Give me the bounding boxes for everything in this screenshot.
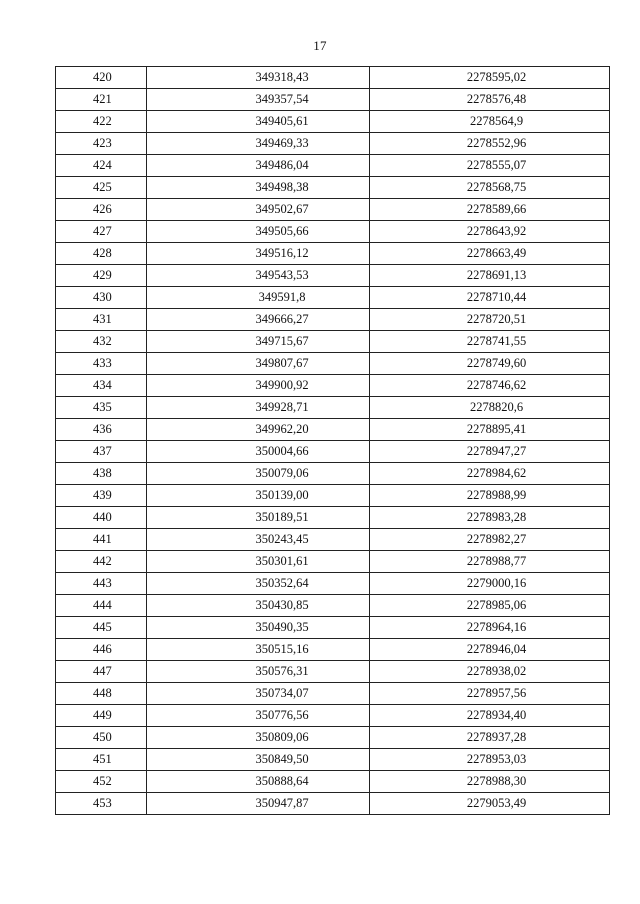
point-number-cell: 427 [56, 221, 147, 243]
y-coordinate-cell: 2278820,6 [370, 397, 610, 419]
table-row [56, 221, 610, 243]
point-number-cell: 431 [56, 309, 147, 331]
y-coordinate-cell: 2278691,13 [370, 265, 610, 287]
point-number-cell: 451 [56, 749, 147, 771]
point-number-cell: 424 [56, 155, 147, 177]
y-coordinate-cell: 2278895,41 [370, 419, 610, 441]
table-row [56, 771, 610, 793]
table-row [56, 111, 610, 133]
point-number-cell: 421 [56, 89, 147, 111]
y-coordinate-cell: 2278988,99 [370, 485, 610, 507]
table-row [56, 617, 610, 639]
x-coordinate-cell: 350776,56 [147, 705, 370, 727]
x-coordinate-cell: 349543,53 [147, 265, 370, 287]
y-coordinate-cell: 2278741,55 [370, 331, 610, 353]
point-number-cell: 443 [56, 573, 147, 595]
x-coordinate-cell: 349486,04 [147, 155, 370, 177]
point-number-cell: 442 [56, 551, 147, 573]
table-row [56, 133, 610, 155]
point-number-cell: 432 [56, 331, 147, 353]
y-coordinate-cell: 2279053,49 [370, 793, 610, 815]
table-row [56, 397, 610, 419]
table-row [56, 507, 610, 529]
y-coordinate-cell: 2278555,07 [370, 155, 610, 177]
x-coordinate-cell: 350430,85 [147, 595, 370, 617]
point-number-cell: 435 [56, 397, 147, 419]
table-row [56, 793, 610, 815]
point-number-cell: 437 [56, 441, 147, 463]
table-row [56, 485, 610, 507]
y-coordinate-cell: 2278749,60 [370, 353, 610, 375]
x-coordinate-cell: 350352,64 [147, 573, 370, 595]
y-coordinate-cell: 2279000,16 [370, 573, 610, 595]
x-coordinate-cell: 350189,51 [147, 507, 370, 529]
y-coordinate-cell: 2278946,04 [370, 639, 610, 661]
y-coordinate-cell: 2278663,49 [370, 243, 610, 265]
table-row [56, 89, 610, 111]
y-coordinate-cell: 2278984,62 [370, 463, 610, 485]
x-coordinate-cell: 350576,31 [147, 661, 370, 683]
table-row [56, 749, 610, 771]
point-number-cell: 434 [56, 375, 147, 397]
y-coordinate-cell: 2278982,27 [370, 529, 610, 551]
y-coordinate-cell: 2278720,51 [370, 309, 610, 331]
x-coordinate-cell: 350301,61 [147, 551, 370, 573]
x-coordinate-cell: 349405,61 [147, 111, 370, 133]
x-coordinate-cell: 350888,64 [147, 771, 370, 793]
x-coordinate-cell: 349516,12 [147, 243, 370, 265]
point-number-cell: 425 [56, 177, 147, 199]
y-coordinate-cell: 2278985,06 [370, 595, 610, 617]
point-number-cell: 420 [56, 67, 147, 89]
y-coordinate-cell: 2278564,9 [370, 111, 610, 133]
table-row [56, 661, 610, 683]
table-row [56, 155, 610, 177]
table-row [56, 287, 610, 309]
x-coordinate-cell: 350243,45 [147, 529, 370, 551]
table-row [56, 639, 610, 661]
y-coordinate-cell: 2278934,40 [370, 705, 610, 727]
point-number-cell: 447 [56, 661, 147, 683]
x-coordinate-cell: 349505,66 [147, 221, 370, 243]
point-number-cell: 446 [56, 639, 147, 661]
point-number-cell: 429 [56, 265, 147, 287]
table-row [56, 309, 610, 331]
table-row [56, 353, 610, 375]
table-row [56, 727, 610, 749]
x-coordinate-cell: 350849,50 [147, 749, 370, 771]
x-coordinate-cell: 349469,33 [147, 133, 370, 155]
x-coordinate-cell: 350809,06 [147, 727, 370, 749]
point-number-cell: 448 [56, 683, 147, 705]
table-row [56, 265, 610, 287]
y-coordinate-cell: 2278947,27 [370, 441, 610, 463]
point-number-cell: 428 [56, 243, 147, 265]
page-number: 17 [313, 38, 327, 53]
y-coordinate-cell: 2278746,62 [370, 375, 610, 397]
x-coordinate-cell: 349498,38 [147, 177, 370, 199]
table-row [56, 67, 610, 89]
y-coordinate-cell: 2278938,02 [370, 661, 610, 683]
table-row [56, 199, 610, 221]
point-number-cell: 441 [56, 529, 147, 551]
table-row [56, 331, 610, 353]
x-coordinate-cell: 349357,54 [147, 89, 370, 111]
x-coordinate-cell: 350079,06 [147, 463, 370, 485]
point-number-cell: 452 [56, 771, 147, 793]
table-row [56, 529, 610, 551]
x-coordinate-cell: 349318,43 [147, 67, 370, 89]
table-row [56, 705, 610, 727]
table-row [56, 463, 610, 485]
point-number-cell: 438 [56, 463, 147, 485]
x-coordinate-cell: 350004,66 [147, 441, 370, 463]
table-row [56, 375, 610, 397]
y-coordinate-cell: 2278552,96 [370, 133, 610, 155]
table-row [56, 683, 610, 705]
x-coordinate-cell: 349715,67 [147, 331, 370, 353]
point-number-cell: 444 [56, 595, 147, 617]
coordinates-table-body [56, 67, 610, 815]
point-number-cell: 426 [56, 199, 147, 221]
table-row [56, 441, 610, 463]
y-coordinate-cell: 2278568,75 [370, 177, 610, 199]
x-coordinate-cell: 349928,71 [147, 397, 370, 419]
x-coordinate-cell: 349591,8 [147, 287, 370, 309]
y-coordinate-cell: 2278589,66 [370, 199, 610, 221]
point-number-cell: 453 [56, 793, 147, 815]
point-number-cell: 439 [56, 485, 147, 507]
y-coordinate-cell: 2278953,03 [370, 749, 610, 771]
point-number-cell: 440 [56, 507, 147, 529]
point-number-cell: 436 [56, 419, 147, 441]
y-coordinate-cell: 2278988,77 [370, 551, 610, 573]
point-number-cell: 449 [56, 705, 147, 727]
table-row [56, 573, 610, 595]
point-number-cell: 445 [56, 617, 147, 639]
y-coordinate-cell: 2278964,16 [370, 617, 610, 639]
point-number-cell: 422 [56, 111, 147, 133]
table-row [56, 419, 610, 441]
table-row [56, 551, 610, 573]
x-coordinate-cell: 350734,07 [147, 683, 370, 705]
y-coordinate-cell: 2278957,56 [370, 683, 610, 705]
y-coordinate-cell: 2278576,48 [370, 89, 610, 111]
x-coordinate-cell: 349900,92 [147, 375, 370, 397]
point-number-cell: 423 [56, 133, 147, 155]
x-coordinate-cell: 350490,35 [147, 617, 370, 639]
y-coordinate-cell: 2278595,02 [370, 67, 610, 89]
x-coordinate-cell: 349502,67 [147, 199, 370, 221]
point-number-cell: 450 [56, 727, 147, 749]
x-coordinate-cell: 349666,27 [147, 309, 370, 331]
y-coordinate-cell: 2278983,28 [370, 507, 610, 529]
x-coordinate-cell: 350515,16 [147, 639, 370, 661]
y-coordinate-cell: 2278643,92 [370, 221, 610, 243]
point-number-cell: 430 [56, 287, 147, 309]
y-coordinate-cell: 2278710,44 [370, 287, 610, 309]
x-coordinate-cell: 350947,87 [147, 793, 370, 815]
x-coordinate-cell: 349962,20 [147, 419, 370, 441]
y-coordinate-cell: 2278937,28 [370, 727, 610, 749]
x-coordinate-cell: 349807,67 [147, 353, 370, 375]
y-coordinate-cell: 2278988,30 [370, 771, 610, 793]
table-row [56, 595, 610, 617]
x-coordinate-cell: 350139,00 [147, 485, 370, 507]
coordinates-table [55, 66, 610, 815]
table-row [56, 177, 610, 199]
point-number-cell: 433 [56, 353, 147, 375]
table-row [56, 243, 610, 265]
